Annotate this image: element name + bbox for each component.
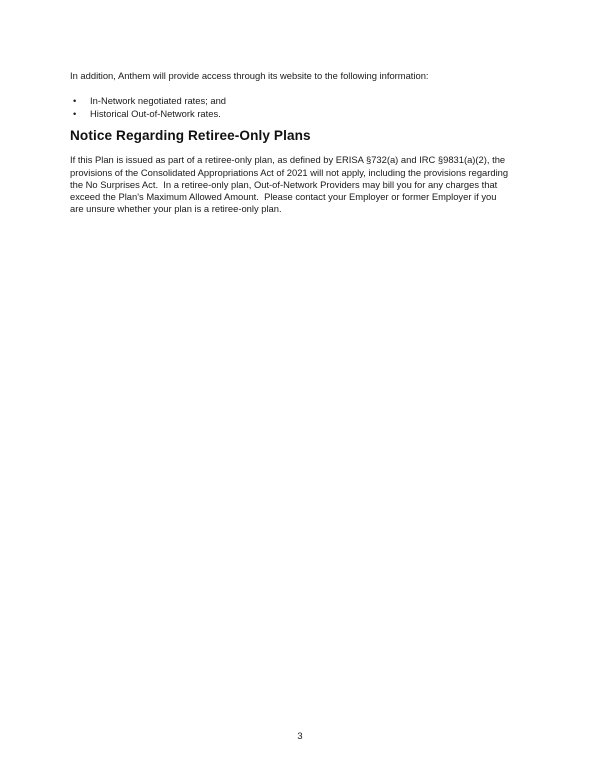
page-number: 3	[297, 730, 303, 741]
body-paragraph	[70, 154, 540, 215]
body-line: If this Plan is issued as part of a retiree-only plan, as defined by ERISA §732(a) and IRC §9831(a)(2), the	[70, 154, 506, 166]
list-item: • In-Network negotiated rates; and	[70, 94, 540, 107]
body-line: are unsure whether your plan is a retiree-only plan.	[70, 203, 282, 215]
page-footer	[0, 726, 600, 744]
bullet-list	[70, 94, 540, 120]
intro-paragraph: In addition, Anthem will provide access through its website to the following information:	[70, 70, 429, 81]
body-line: provisions of the Consolidated Appropriations Act of 2021 will not apply, including the provisions regarding	[70, 166, 509, 178]
body-line: exceed the Plan's Maximum Allowed Amount. Please contact your Employer or former Employer if you	[70, 191, 497, 203]
page-content	[70, 70, 540, 216]
body-line: the No Surprises Act. In a retiree-only plan, Out-of-Network Providers may bill you for any charges that	[70, 178, 498, 190]
section-heading: Notice Regarding Retiree-Only Plans	[70, 128, 311, 144]
list-item: • Historical Out-of-Network rates.	[70, 107, 540, 120]
